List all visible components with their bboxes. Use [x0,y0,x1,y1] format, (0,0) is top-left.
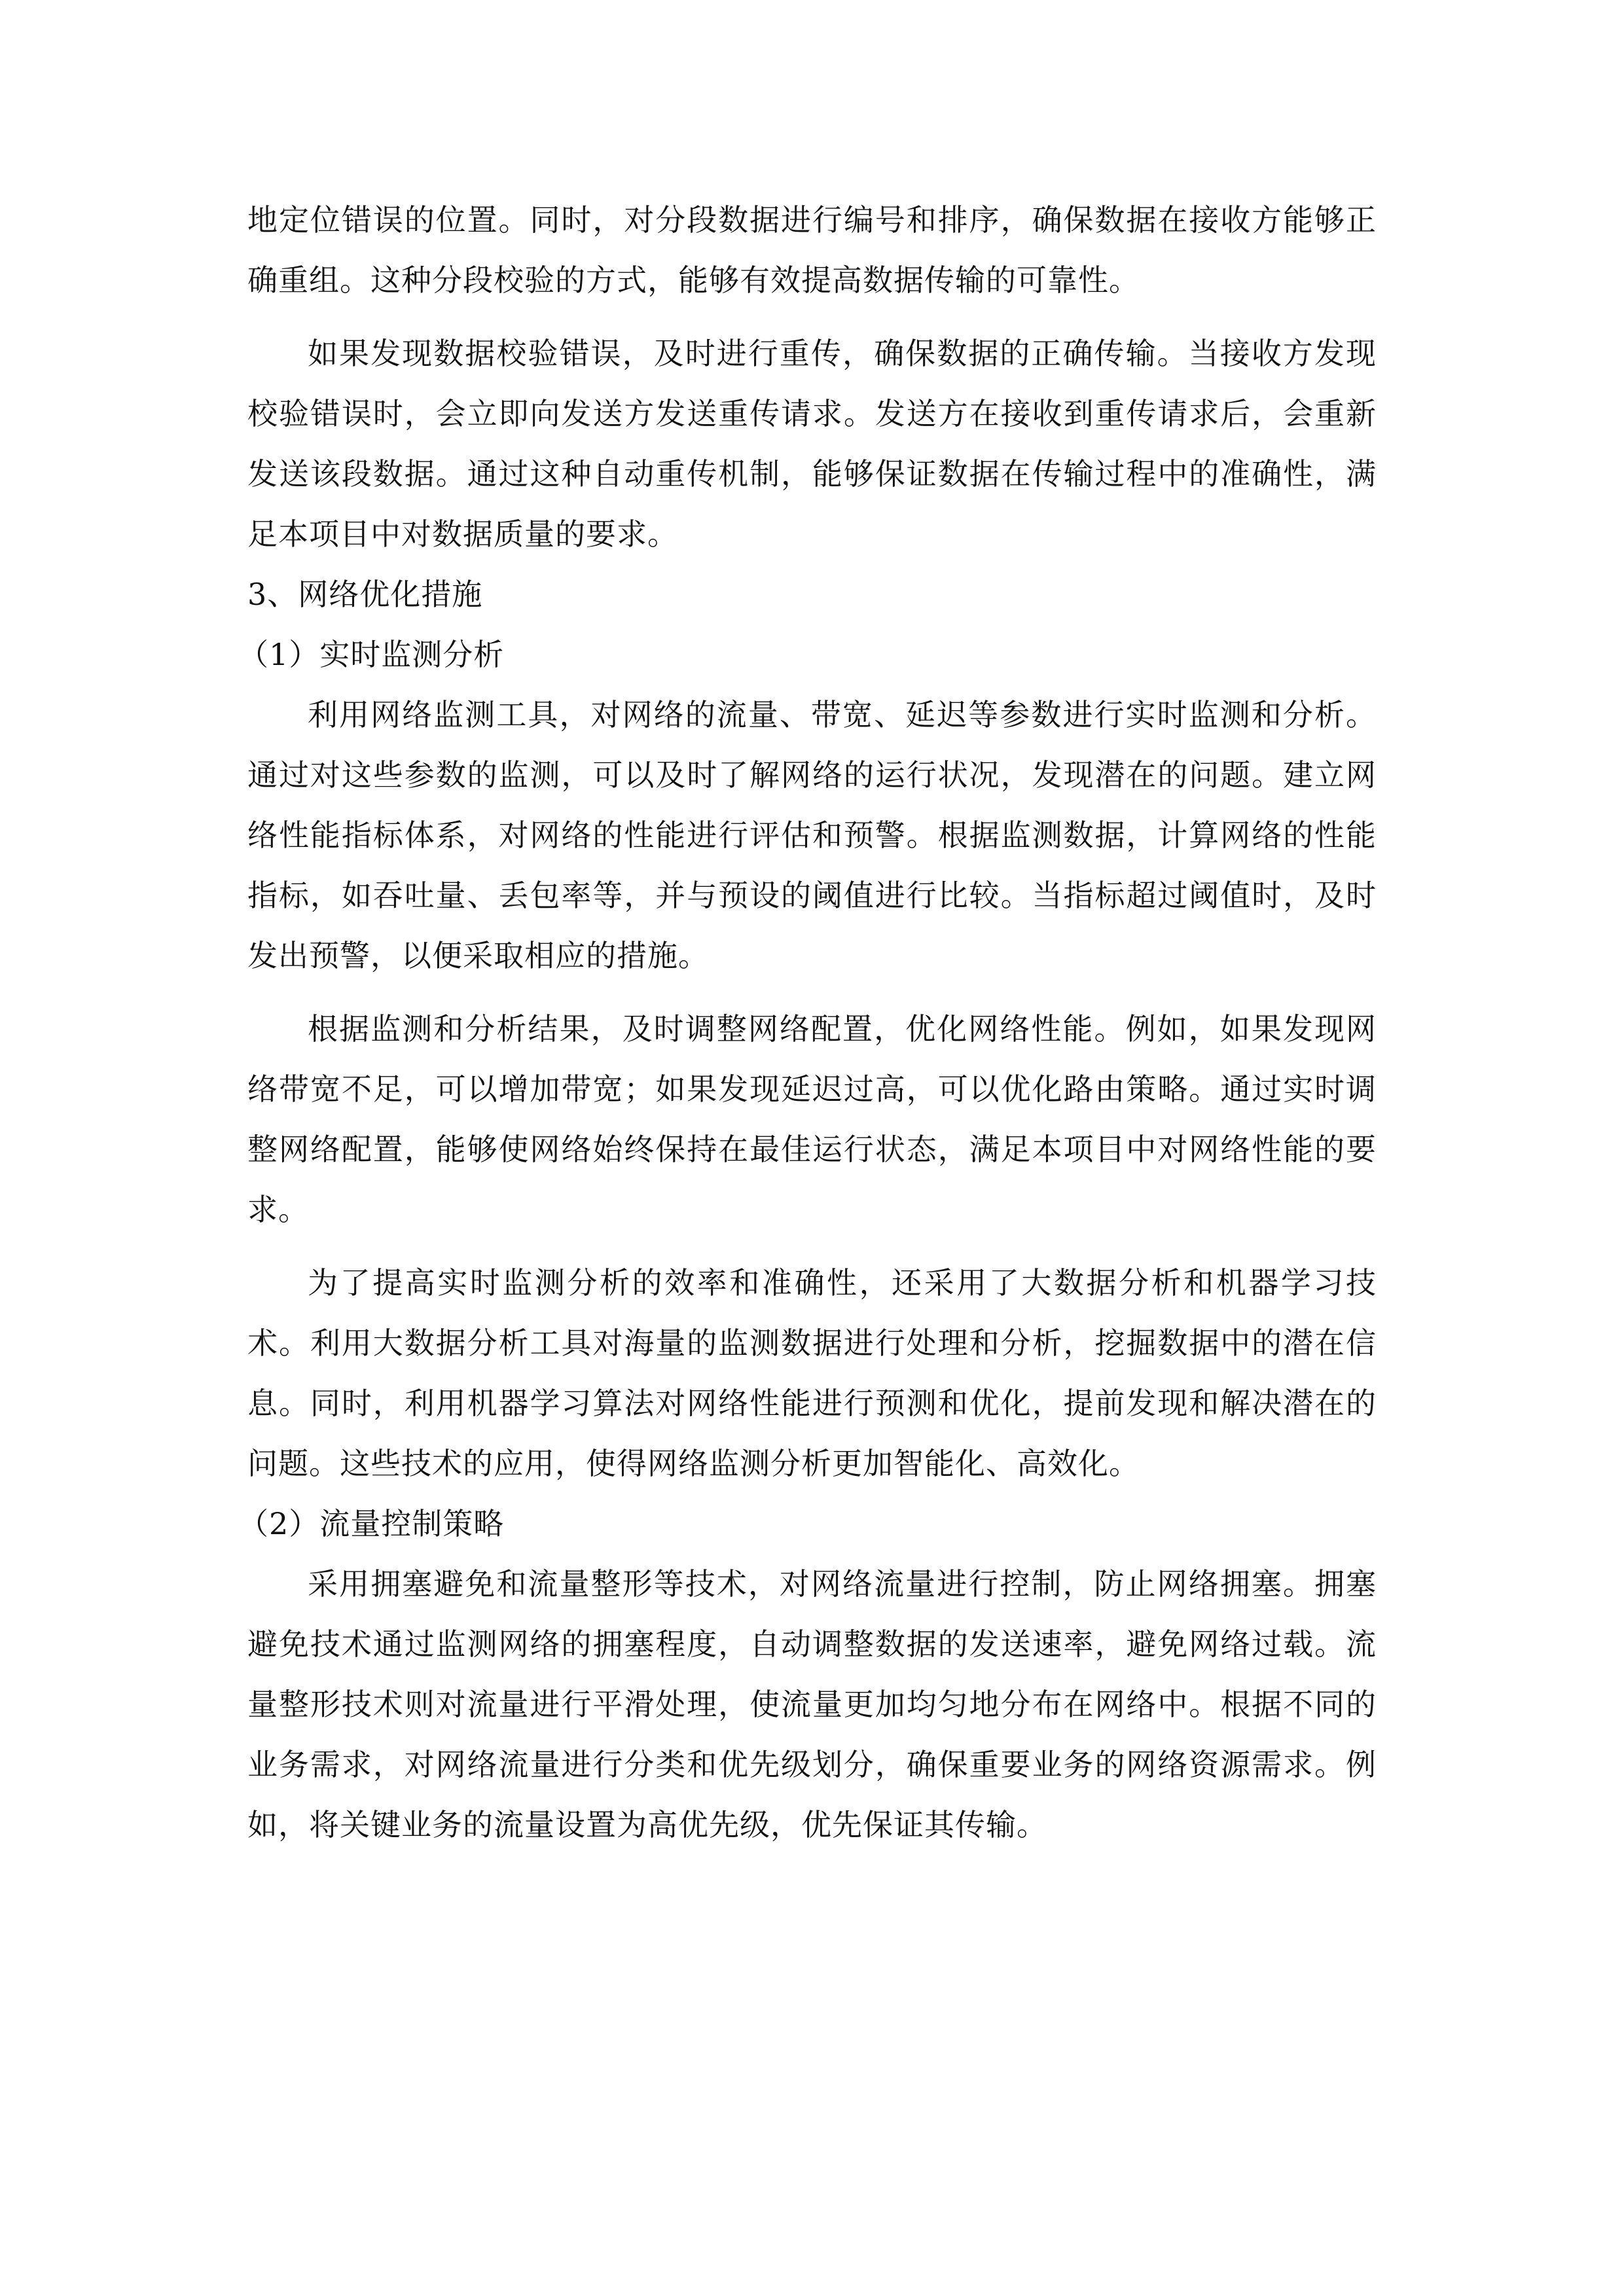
subheading-traffic-control: （2）流量控制策略 [238,1506,505,1541]
document-body [238,190,1377,1855]
subheading-realtime-monitoring: （1）实时监测分析 [238,637,505,672]
paragraph-continued: 地定位错误的位置。同时，对分段数据进行编号和排序，确保数据在接收方能够正确重组。这种分段校验的方式，能够有效提高数据传输的可靠性。 [247,202,1377,298]
paragraph-congestion-avoidance: 采用拥塞避免和流量整形等技术，对网络流量进行控制，防止网络拥塞。拥塞避免技术通过监测网络的拥塞程度，自动调整数据的发送速率，避免网络过载。流量整形技术则对流量进行平滑处理，使流量更加均匀地分布在网络中。根据不同的业务需求，对网络流量进行分类和优先级划分，确保重要业务的网络资源需求。例如，将关键业务的流量设置为高优先级，优先保证其传输。 [247,1566,1377,1842]
paragraph-adjust-config: 根据监测和分析结果，及时调整网络配置，优化网络性能。例如，如果发现网络带宽不足，可以增加带宽；如果发现延迟过高，可以优化路由策略。通过实时调整网络配置，能够使网络始终保持在最佳运行状态，满足本项目中对网络性能的要求。 [247,1011,1377,1227]
paragraph-monitoring-tools: 利用网络监测工具，对网络的流量、带宽、延迟等参数进行实时监测和分析。通过对这些参数的监测，可以及时了解网络的运行状况，发现潜在的问题。建立网络性能指标体系，对网络的性能进行评估和预警。根据监测数据，计算网络的性能指标，如吞吐量、丢包率等，并与预设的阈值进行比较。当指标超过阈值时，及时发出预警，以便采取相应的措施。 [247,697,1377,973]
section-heading-network-optimization: 3、网络优化措施 [247,577,483,612]
paragraph-retransmission: 如果发现数据校验错误，及时进行重传，确保数据的正确传输。当接收方发现校验错误时，会立即向发送方发送重传请求。发送方在接收到重传请求后，会重新发送该段数据。通过这种自动重传机制，能够保证数据在传输过程中的准确性，满足本项目中对数据质量的要求。 [247,336,1377,552]
paragraph-big-data-ml: 为了提高实时监测分析的效率和准确性，还采用了大数据分析和机器学习技术。利用大数据分析工具对海量的监测数据进行处理和分析，挖掘数据中的潜在信息。同时，利用机器学习算法对网络性能进行预测和优化，提前发现和解决潜在的问题。这些技术的应用，使得网络监测分析更加智能化、高效化。 [247,1265,1377,1481]
